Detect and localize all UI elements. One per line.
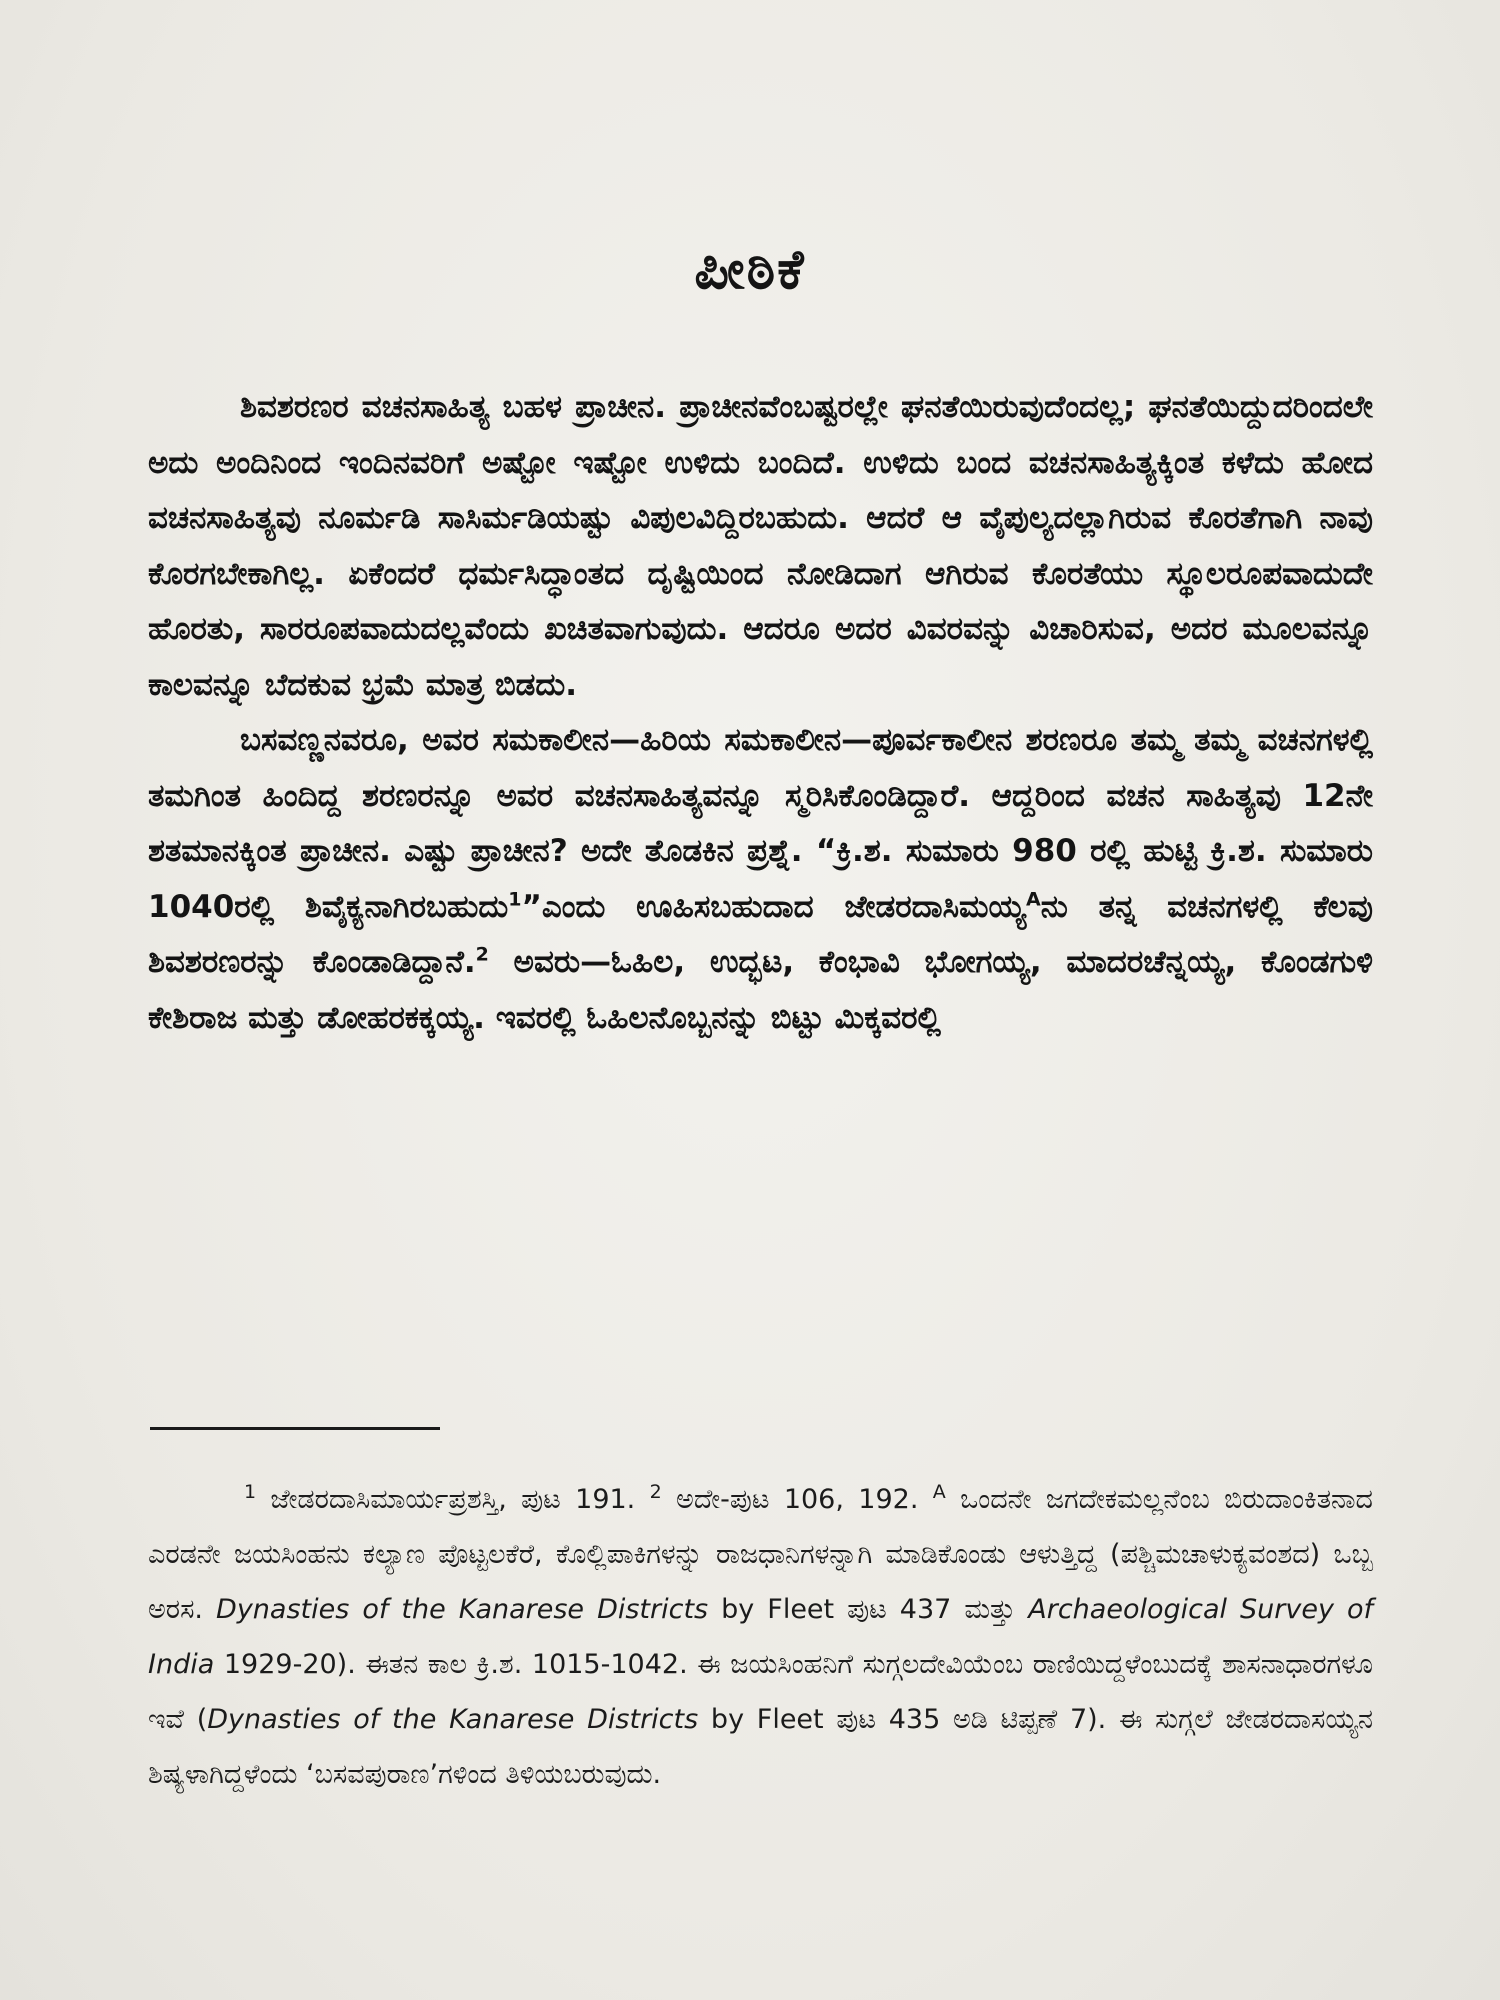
- footnote-ref-a: A: [1026, 888, 1041, 911]
- footnote-paragraph: [148, 1472, 1373, 1802]
- paragraph-2-text-d: ಅವರು—ಓಹಿಲ, ಉದ್ಭಟ, ಕೆಂಭಾವಿ ಭೋಗಯ್ಯ, ಮಾದರಚೆನ್ನಯ್ಯ, ಕೊಂಡಗುಳಿ ಕೇಶಿರಾಜ ಮತ್ತು ಡೋಹರಕಕ್ಕಯ್ಯ. ಇವರಲ್ಲಿ ಓಹಿಲನೊಬ್ಬನನ್ನು ಬಿಟ್ಟು ಮಿಕ್ಕವರಲ್ಲಿ: [148, 944, 1373, 1036]
- paragraph-2-text-c: ನು ತನ್ನ ವಚನಗಳಲ್ಲಿ ಕೆಲವು ಶಿವಶರಣರನ್ನು ಕೊಂಡಾಡಿದ್ದಾನೆ.: [148, 888, 1373, 980]
- footnote-divider: [150, 1427, 440, 1430]
- footnote-text-5: 1929-20). ಈತನ ಕಾಲ ಕ್ರಿ.ಶ. 1015-1042. ಈ ಜಯಸಿಂಹನಿಗೆ ಸುಗ್ಗಲದೇವಿಯೆಂಬ ರಾಣಿಯಿದ್ದಳೆಂಬುದಕ್ಕೆ ಶಾಸನಾಧಾರಗಳೂ ಇವೆ (: [148, 1649, 1373, 1735]
- body-text: [148, 380, 1373, 1046]
- footnote-text-4: by Fleet ಪುಟ 437 ಮತ್ತು: [708, 1594, 1029, 1625]
- footnote-text-1: ಜೇಡರದಾಸಿಮಾರ್ಯಪ್ರಶಸ್ತಿ, ಪುಟ 191.: [256, 1484, 650, 1515]
- footnotes: [148, 1472, 1373, 1802]
- page-title: ಪೀಠಿಕೆ: [694, 238, 806, 301]
- footnote-marker-1: 1: [244, 1481, 257, 1503]
- paragraph-2-text-a: ಬಸವಣ್ಣನವರೂ, ಅವರ ಸಮಕಾಲೀನ—ಹಿರಿಯ ಸಮಕಾಲೀನ—ಪೂರ್ವಕಾಲೀನ ಶರಣರೂ ತಮ್ಮ ತಮ್ಮ ವಚನಗಳಲ್ಲಿ ತಮಗಿಂತ ಹಿಂದಿದ್ದ ಶರಣರನ್ನೂ ಅವರ ವಚನಸಾಹಿತ್ಯವನ್ನೂ ಸ್ಮರಿಸಿಕೊಂಡಿದ್ದಾರೆ. ಆದ್ದರಿಂದ ವಚನ ಸಾಹಿತ್ಯವು 12ನೇ ಶತಮಾನಕ್ಕಿಂತ ಪ್ರಾಚೀನ. ಎಷ್ಟು ಪ್ರಾಚೀನ? ಅದೇ ತೊಡಕಿನ ಪ್ರಶ್ನೆ. “ಕ್ರಿ.ಶ. ಸುಮಾರು 980 ರಲ್ಲಿ ಹುಟ್ಟಿ ಕ್ರಿ.ಶ. ಸುಮಾರು 1040ರಲ್ಲಿ ಶಿವೈಕ್ಯನಾಗಿರಬಹುದು: [148, 722, 1373, 925]
- citation-title-3: Dynasties of the Kanarese Districts: [207, 1704, 699, 1735]
- paragraph-2: [148, 713, 1373, 1046]
- footnote-ref-2: 2: [475, 943, 489, 966]
- citation-title-2: Archaeological Survey of India: [148, 1594, 1374, 1680]
- paragraph-2-text-b: ”ಎಂದು ಊಹಿಸಬಹುದಾದ ಜೇಡರದಾಸಿಮಯ್ಯ: [521, 888, 1026, 925]
- footnote-marker-a: A: [932, 1481, 946, 1503]
- paragraph-1: ಶಿವಶರಣರ ವಚನಸಾಹಿತ್ಯ ಬಹಳ ಪ್ರಾಚೀನ. ಪ್ರಾಚೀನವೆಂಬಷ್ಟರಲ್ಲೇ ಘನತೆಯಿರುವುದೆಂದಲ್ಲ; ಘನತೆಯಿದ್ದುದರಿಂದಲೇ ಅದು ಅಂದಿನಿಂದ ಇಂದಿನವರಿಗೆ ಅಷ್ಟೋ ಇಷ್ಟೋ ಉಳಿದು ಬಂದಿದೆ. ಉಳಿದು ಬಂದ ವಚನಸಾಹಿತ್ಯಕ್ಕಿಂತ ಕಳೆದು ಹೋದ ವಚನಸಾಹಿತ್ಯವು ನೂರ್ಮಡಿ ಸಾಸಿರ್ಮಡಿಯಷ್ಟು ವಿಪುಲವಿದ್ದಿರಬಹುದು. ಆದರೆ ಆ ವೈಪುಲ್ಯದಲ್ಲಾಗಿರುವ ಕೊರತೆಗಾಗಿ ನಾವು ಕೊರಗಬೇಕಾಗಿಲ್ಲ. ಏಕೆಂದರೆ ಧರ್ಮಸಿದ್ಧಾಂತದ ದೃಷ್ಟಿಯಿಂದ ನೋಡಿದಾಗ ಆಗಿರುವ ಕೊರತೆಯು ಸ್ಥೂಲರೂಪವಾದುದೇ ಹೊರತು, ಸಾರರೂಪವಾದುದಲ್ಲವೆಂದು ಖಚಿತವಾಗುವುದು. ಆದರೂ ಅದರ ವಿವರವನ್ನು ವಿಚಾರಿಸುವ, ಅದರ ಮೂಲವನ್ನೂ ಕಾಲವನ್ನೂ ಬೆದಕುವ ಭ್ರಮೆ ಮಾತ್ರ ಬಿಡದು.: [148, 389, 1373, 703]
- citation-title-1: Dynasties of the Kanarese Districts: [216, 1594, 709, 1625]
- footnote-text-6: by Fleet ಪುಟ 435 ಅಡಿ ಟಿಪ್ಪಣೆ 7). ಈ ಸುಗ್ಗಲೆ ಜೇಡರದಾಸಯ್ಯನ ಶಿಷ್ಯಳಾಗಿದ್ದಳೆಂದು ‘ಬಸವಪುರಾಣ’ಗಳಿಂದ ತಿಳಿಯಬರುವುದು.: [148, 1704, 1373, 1790]
- footnote-text-2: ಅದೇ-ಪುಟ 106, 192.: [661, 1484, 933, 1515]
- footnote-text-3: ಒಂದನೇ ಜಗದೇಕಮಲ್ಲನೆಂಬ ಬಿರುದಾಂಕಿತನಾದ ಎರಡನೇ ಜಯಸಿಂಹನು ಕಲ್ಯಾಣ ಪೊಟ್ಟಲಕೆರೆ, ಕೊಲ್ಲಿಪಾಕಿಗಳನ್ನು ರಾಜಧಾನಿಗಳನ್ನಾಗಿ ಮಾಡಿಕೊಂಡು ಆಳುತ್ತಿದ್ದ (ಪಶ್ಚಿಮಚಾಳುಕ್ಯವಂಶದ) ಒಬ್ಬ ಅರಸ.: [148, 1484, 1373, 1625]
- footnote-marker-2: 2: [649, 1481, 662, 1503]
- footnote-ref-1: 1: [508, 888, 522, 911]
